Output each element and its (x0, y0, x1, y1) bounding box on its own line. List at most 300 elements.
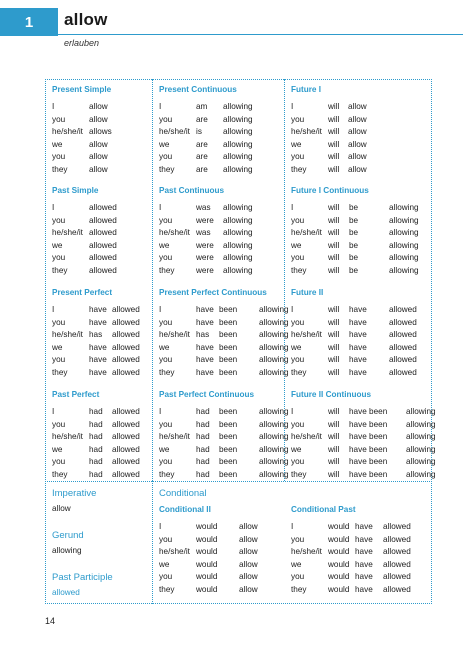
conjugation-row (52, 329, 152, 342)
verb-form-part: will (328, 215, 340, 225)
pronoun: they (291, 469, 307, 479)
verb-form-part: will (328, 305, 340, 314)
verb-form-part: would (196, 522, 218, 531)
verb-form-part: allowed (383, 522, 411, 531)
verb-form-part: have been (349, 457, 388, 466)
verb-form-part: will (328, 152, 340, 161)
conjugation-row (52, 456, 152, 469)
verb-form-part: be (349, 265, 359, 275)
conjugation-row (159, 456, 299, 469)
pronoun: I (291, 102, 294, 111)
pronoun: I (52, 407, 55, 416)
verb-form-part: allowed (112, 317, 140, 327)
verb-form-part: have been (349, 469, 388, 479)
verb-form-part: allowed (112, 444, 140, 454)
verb-form-part: were (196, 215, 214, 225)
verb-form-part: have (355, 584, 373, 594)
pronoun: they (159, 584, 175, 594)
verb-form-part: allowing (223, 102, 253, 111)
verb-form-part: been (219, 432, 238, 441)
verb-form-part: allowing (259, 457, 289, 466)
verb-form-part: was (196, 203, 211, 212)
verb-form-part: have (349, 367, 367, 377)
tense-future-2-continuous (291, 390, 446, 481)
verb-form-part: allowing (389, 265, 419, 275)
pronoun: I (52, 102, 55, 111)
pronoun: he/she/it (291, 228, 322, 237)
pronoun: you (291, 253, 305, 262)
pronoun: they (52, 265, 68, 275)
pronoun: you (52, 253, 66, 262)
conjugation-row (291, 202, 429, 215)
verb-form-part: are (196, 164, 208, 174)
verb-form-part: allowing (259, 317, 289, 327)
verb-form-part: were (196, 265, 214, 275)
verb-form-part: allow (348, 114, 367, 124)
verb-number-badge: 1 (0, 8, 58, 36)
verb-form-part: allowing (406, 407, 436, 416)
pronoun: he/she/it (159, 432, 190, 441)
conjugation-row (52, 317, 152, 330)
verb-form-part: allowing (389, 203, 419, 212)
conjugation-row (159, 521, 279, 534)
conjugation-row (159, 317, 299, 330)
tense-present-perfect-continuous (159, 288, 299, 379)
verb-form-part: allowed (112, 305, 140, 314)
verb-form-part: allow (89, 139, 108, 149)
tense-past-perfect (52, 390, 152, 481)
verb-form-part: allowing (259, 469, 289, 479)
tense-past-simple (52, 186, 149, 277)
conjugation-row (291, 546, 423, 559)
pronoun: you (159, 457, 173, 466)
tense-title: Past Simple (52, 186, 99, 195)
pronoun: you (159, 253, 173, 262)
verb-form-part: will (328, 139, 340, 149)
pronoun: he/she/it (52, 432, 83, 441)
verb-form-part: allow (239, 584, 258, 594)
conjugation-row (159, 571, 279, 584)
conjugation-row (52, 469, 152, 482)
pronoun: we (52, 240, 63, 250)
verb-form-part: allowed (389, 342, 417, 352)
verb-form-part: will (328, 355, 340, 364)
pronoun: we (291, 559, 302, 569)
conjugation-row (291, 431, 446, 444)
verb-form-part: allowed (383, 534, 411, 544)
tense-conditional-past (291, 505, 423, 596)
verb-form-part: are (196, 114, 208, 124)
pronoun: you (159, 534, 173, 544)
verb-form-part: have (355, 572, 373, 581)
verb-form-part: allowed (112, 469, 140, 479)
verb-form-part: have (355, 522, 373, 531)
verb-form-part: allowed (112, 407, 140, 416)
verb-form-part: was (196, 228, 211, 237)
verb-form-part: will (328, 164, 340, 174)
page-header (0, 0, 463, 55)
tense-future-1-continuous (291, 186, 429, 277)
verb-form-part: have (89, 367, 107, 377)
pronoun: we (291, 342, 302, 352)
verb-form-part: would (196, 547, 218, 556)
verb-form-part: allowed (112, 432, 140, 441)
conjugation-row (159, 534, 279, 547)
conditional-title: Conditional (159, 488, 207, 499)
verb-form-part: will (328, 114, 340, 124)
pronoun: he/she/it (159, 127, 190, 136)
conjugation-row (159, 114, 283, 127)
verb-form-part: allowed (112, 355, 140, 364)
tense-title: Future II Continuous (291, 390, 372, 399)
verb-title: allow (64, 10, 108, 29)
conjugation-row (159, 304, 299, 317)
verb-form-part: allowed (389, 330, 417, 339)
verb-form-part: have (355, 547, 373, 556)
verb-form-part: had (89, 407, 103, 416)
verb-form-part: will (328, 228, 340, 237)
conjugation-row (159, 202, 283, 215)
verb-form-part: been (219, 317, 238, 327)
conjugation-row (52, 252, 149, 265)
imperative-title: Imperative (52, 488, 97, 499)
verb-form-part: allowing (223, 228, 253, 237)
gerund-value: allowing (52, 546, 82, 555)
conjugation-row (291, 571, 423, 584)
verb-form-part: allow (239, 534, 258, 544)
past-participle-value: allowed (52, 588, 80, 597)
verb-form-part: allowing (223, 265, 253, 275)
verb-form-part: have been (349, 419, 388, 429)
verb-form-part: been (219, 342, 238, 352)
column-divider-bottom (152, 481, 153, 604)
conjugation-row (52, 101, 149, 114)
verb-form-part: allowed (389, 367, 417, 377)
non-finite-forms (52, 488, 148, 614)
pronoun: he/she/it (291, 127, 322, 136)
conjugation-row (291, 521, 423, 534)
verb-form-part: allowing (259, 355, 289, 364)
verb-form-part: had (196, 407, 210, 416)
verb-form-part: will (328, 407, 340, 416)
verb-form-part: allowing (406, 457, 436, 466)
verb-form-part: allowing (389, 215, 419, 225)
verb-form-part: had (89, 432, 103, 441)
verb-form-part: allowing (223, 253, 253, 262)
verb-form-part: allowed (89, 253, 117, 262)
pronoun: they (52, 469, 68, 479)
pronoun: you (291, 215, 305, 225)
conjugation-row (52, 444, 152, 457)
conjugation-row (159, 431, 299, 444)
verb-form-part: been (219, 444, 238, 454)
verb-form-part: been (219, 355, 238, 364)
pronoun: you (52, 215, 66, 225)
row-divider-bottom (45, 481, 432, 482)
tense-title: Future II (291, 288, 324, 297)
verb-form-part: had (196, 419, 210, 429)
verb-form-part: allowed (389, 305, 417, 314)
verb-form-part: would (328, 547, 350, 556)
conjugation-row (159, 126, 283, 139)
verb-form-part: allowed (383, 572, 411, 581)
verb-form-part: allowing (223, 240, 253, 250)
conjugation-row (52, 139, 149, 152)
conjugation-row (291, 164, 408, 177)
conjugation-row (291, 151, 408, 164)
tense-present-continuous (159, 85, 283, 176)
pronoun: we (291, 139, 302, 149)
tense-title: Conditional II (159, 505, 211, 514)
tense-title: Past Perfect Continuous (159, 390, 255, 399)
verb-form-part: will (328, 444, 340, 454)
header-rule (58, 34, 463, 35)
conjugation-row (52, 164, 149, 177)
verb-form-part: have been (349, 407, 388, 416)
verb-form-part: had (89, 444, 103, 454)
conjugation-row (291, 265, 429, 278)
conjugation-row (291, 419, 446, 432)
verb-form-part: be (349, 253, 359, 262)
verb-form-part: will (328, 457, 340, 466)
verb-form-part: allow (348, 139, 367, 149)
verb-form-part: had (196, 469, 210, 479)
conjugation-row (52, 342, 152, 355)
pronoun: you (291, 114, 305, 124)
pronoun: we (52, 342, 63, 352)
verb-form-part: will (328, 253, 340, 262)
verb-form-part: have been (349, 432, 388, 441)
verb-form-part: allowing (389, 228, 419, 237)
conjugation-row (159, 164, 283, 177)
verb-form-part: had (89, 419, 103, 429)
pronoun: he/she/it (291, 432, 322, 441)
verb-form-part: will (328, 419, 340, 429)
verb-form-part: am (196, 102, 208, 111)
pronoun: we (52, 139, 63, 149)
pronoun: I (291, 305, 294, 314)
tense-title: Past Continuous (159, 186, 225, 195)
verb-form-part: will (328, 342, 340, 352)
verb-form-part: would (196, 584, 218, 594)
conjugation-row (159, 342, 299, 355)
conjugation-row (159, 559, 279, 572)
conjugation-row (291, 240, 429, 253)
pronoun: they (159, 265, 175, 275)
pronoun: he/she/it (52, 127, 83, 136)
verb-form-part: allowed (383, 584, 411, 594)
conjugation-row (291, 215, 429, 228)
verb-form-part: will (328, 240, 340, 250)
conjugation-row (291, 227, 429, 240)
conjugation-row (291, 559, 423, 572)
pronoun: he/she/it (291, 330, 322, 339)
pronoun: you (291, 419, 305, 429)
conjugation-row (291, 126, 408, 139)
verb-form-part: have (89, 317, 107, 327)
conjugation-row (52, 367, 152, 380)
conjugation-row (159, 101, 283, 114)
verb-form-part: had (196, 444, 210, 454)
verb-form-part: have (89, 355, 107, 364)
verb-form-part: allowed (112, 342, 140, 352)
verb-form-part: allowing (223, 139, 253, 149)
pronoun: I (291, 407, 294, 416)
tense-title: Future I Continuous (291, 186, 369, 195)
verb-form-part: have (89, 305, 107, 314)
conjugation-row (159, 265, 283, 278)
verb-form-part: have (349, 355, 367, 364)
verb-form-part: will (328, 330, 340, 339)
pronoun: they (291, 164, 307, 174)
verb-form-part: allow (239, 547, 258, 556)
verb-form-part: allow (348, 127, 367, 136)
verb-form-part: will (328, 469, 340, 479)
verb-form-part: allow (348, 152, 367, 161)
pronoun: he/she/it (52, 228, 83, 237)
pronoun: you (159, 317, 173, 327)
column-divider-1 (152, 79, 153, 481)
pronoun: you (291, 534, 305, 544)
conjugation-row (291, 304, 429, 317)
conjugation-row (52, 202, 149, 215)
tense-past-continuous (159, 186, 283, 277)
tense-title: Past Perfect (52, 390, 100, 399)
conjugation-row (52, 265, 149, 278)
verb-form-part: would (196, 572, 218, 581)
conjugation-row (52, 215, 149, 228)
tense-title: Present Simple (52, 85, 112, 94)
verb-form-part: been (219, 407, 238, 416)
verb-form-part: allowing (223, 127, 253, 136)
verb-form-part: allowing (259, 330, 289, 339)
verb-form-part: allowing (406, 419, 436, 429)
verb-form-part: have (196, 342, 214, 352)
pronoun: I (291, 522, 294, 531)
verb-form-part: have been (349, 444, 388, 454)
verb-form-part: allow (89, 114, 108, 124)
conjugation-row (159, 329, 299, 342)
conjugation-row (52, 227, 149, 240)
verb-form-part: allowing (259, 419, 289, 429)
conjugation-row (291, 252, 429, 265)
verb-form-part: allowing (259, 305, 289, 314)
pronoun: you (159, 572, 173, 581)
pronoun: you (52, 152, 66, 161)
verb-form-part: allowing (406, 469, 436, 479)
conjugation-row (291, 406, 446, 419)
verb-form-part: have (349, 317, 367, 327)
pronoun: you (291, 152, 305, 161)
verb-form-part: has (196, 330, 210, 339)
verb-form-part: been (219, 330, 238, 339)
verb-form-part: have (349, 330, 367, 339)
pronoun: he/she/it (52, 330, 83, 339)
pronoun: I (159, 407, 162, 416)
conjugation-row (159, 252, 283, 265)
verb-form-part: allow (89, 102, 108, 111)
pronoun: they (159, 469, 175, 479)
pronoun: I (52, 305, 55, 314)
verb-form-part: have (196, 367, 214, 377)
pronoun: they (291, 265, 307, 275)
verb-form-part: are (196, 152, 208, 161)
past-participle-title: Past Participle (52, 572, 113, 583)
gerund-title: Gerund (52, 530, 84, 541)
pronoun: you (291, 355, 305, 364)
pronoun: they (291, 367, 307, 377)
verb-form-part: allows (89, 127, 112, 136)
verb-form-part: allowed (112, 419, 140, 429)
pronoun: I (159, 522, 162, 531)
pronoun: he/she/it (291, 547, 322, 556)
conjugation-row (52, 240, 149, 253)
conjugation-row (52, 431, 152, 444)
conjugation-row (159, 546, 279, 559)
verb-form-part: allowed (112, 367, 140, 377)
verb-form-part: would (328, 584, 350, 594)
verb-form-part: would (328, 534, 350, 544)
conjugation-row (52, 114, 149, 127)
tense-title: Conditional Past (291, 505, 356, 514)
conjugation-row (159, 419, 299, 432)
pronoun: he/she/it (159, 547, 190, 556)
verb-form-part: been (219, 419, 238, 429)
verb-form-part: will (328, 102, 340, 111)
verb-form-part: be (349, 240, 359, 250)
verb-form-part: allow (239, 559, 258, 569)
verb-form-part: allowing (223, 203, 253, 212)
verb-form-part: would (328, 522, 350, 531)
pronoun: I (291, 203, 294, 212)
conjugation-row (52, 126, 149, 139)
tense-title: Present Continuous (159, 85, 237, 94)
verb-form-part: allowed (89, 240, 117, 250)
verb-form-part: had (196, 457, 210, 466)
conjugation-row (291, 456, 446, 469)
verb-form-part: allowing (223, 215, 253, 225)
conjugation-row (291, 114, 408, 127)
verb-form-part: allowing (389, 253, 419, 262)
conjugation-row (291, 101, 408, 114)
verb-form-part: have (349, 342, 367, 352)
tense-past-perfect-continuous (159, 390, 299, 481)
conjugation-row (291, 342, 429, 355)
pronoun: you (159, 152, 173, 161)
tense-conditional-2 (159, 505, 279, 596)
pronoun: I (159, 305, 162, 314)
verb-form-part: allow (89, 152, 108, 161)
verb-form-part: allow (348, 102, 367, 111)
conjugation-row (291, 367, 429, 380)
verb-form-part: allowing (406, 432, 436, 441)
conjugation-row (159, 444, 299, 457)
verb-form-part: allow (239, 572, 258, 581)
verb-form-part: will (328, 367, 340, 377)
verb-form-part: allowing (223, 164, 253, 174)
pronoun: you (291, 457, 305, 466)
verb-form-part: allowed (89, 265, 117, 275)
verb-form-part: allowed (112, 457, 140, 466)
conditional-heading (159, 488, 207, 504)
conjugation-row (159, 151, 283, 164)
pronoun: they (159, 164, 175, 174)
tense-present-perfect (52, 288, 152, 379)
verb-form-part: been (219, 469, 238, 479)
verb-form-part: allowed (389, 355, 417, 364)
conjugation-row (159, 354, 299, 367)
verb-form-part: have (355, 534, 373, 544)
